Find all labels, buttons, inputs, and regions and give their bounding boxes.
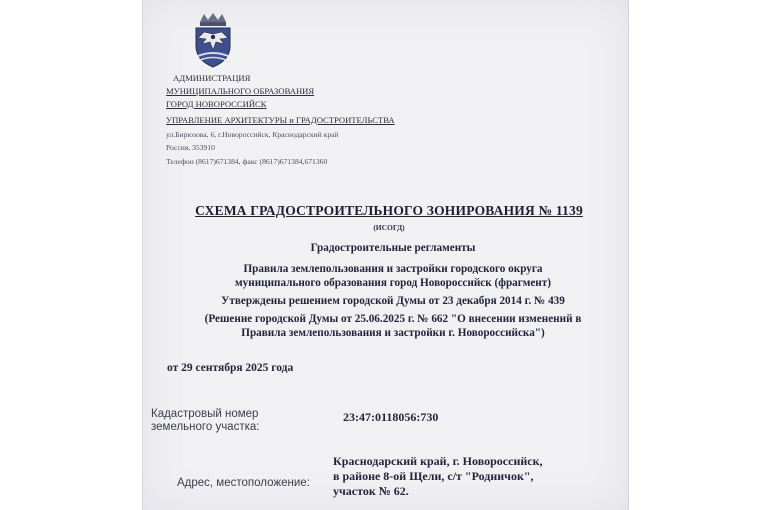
city-coat-of-arms-icon — [190, 12, 236, 68]
header-municipality: МУНИЦИПАЛЬНОГО ОБРАЗОВАНИЯ — [166, 86, 315, 96]
header-admin: АДМИНИСТРАЦИЯ — [173, 73, 251, 83]
decision-line-1: (Решение городской Думы от 25.06.2025 г. № 662 "О внесении изменений в — [204, 313, 582, 325]
document-page — [142, 0, 629, 510]
rules-line-1: Правила землепользования и застройки городского округа — [243, 263, 543, 275]
header-address: ул.Бирюзова, 6, г.Новороссийск, Краснодарский край — [166, 130, 339, 139]
cadastral-label-line-2: земельного участка: — [151, 421, 260, 433]
document-subtitle: (ИСОГД) — [373, 223, 405, 232]
document-date: от 29 сентября 2025 года — [167, 362, 294, 374]
rules-line-2: муниципального образования город Новороссийск (фрагмент) — [235, 277, 551, 289]
cadastral-label-line-1: Кадастровый номер — [151, 408, 259, 420]
header-city: ГОРОД НОВОРОССИЙСК — [166, 99, 267, 109]
approval-line: Утверждены решением городской Думы от 23 декабря 2014 г. № 439 — [221, 295, 565, 307]
header-phone: Телефон (8617)671384, факс (8617)671384,671360 — [166, 157, 328, 166]
address-label: Адрес, местоположение: — [177, 477, 310, 489]
cadastral-number: 23:47:0118056:730 — [343, 410, 439, 424]
regulations-heading: Градостроительные регламенты — [310, 242, 476, 254]
address-line-2: в районе 8-ой Щели, с/т "Родничок", — [333, 469, 534, 483]
decision-line-2: Правила землепользования и застройки г. Новороссийска") — [241, 327, 545, 339]
header-department: УПРАВЛЕНИЕ АРХИТЕКТУРЫ и ГРАДОСТРОИТЕЛЬСТВА — [166, 115, 395, 125]
address-line-3: участок № 62. — [333, 484, 409, 498]
header-country: Россия, 353910 — [166, 143, 215, 152]
document-title: СХЕМА ГРАДОСТРОИТЕЛЬНОГО ЗОНИРОВАНИЯ № 1139 — [195, 203, 583, 218]
address-line-1: Краснодарский край, г. Новороссийск, — [333, 454, 543, 468]
